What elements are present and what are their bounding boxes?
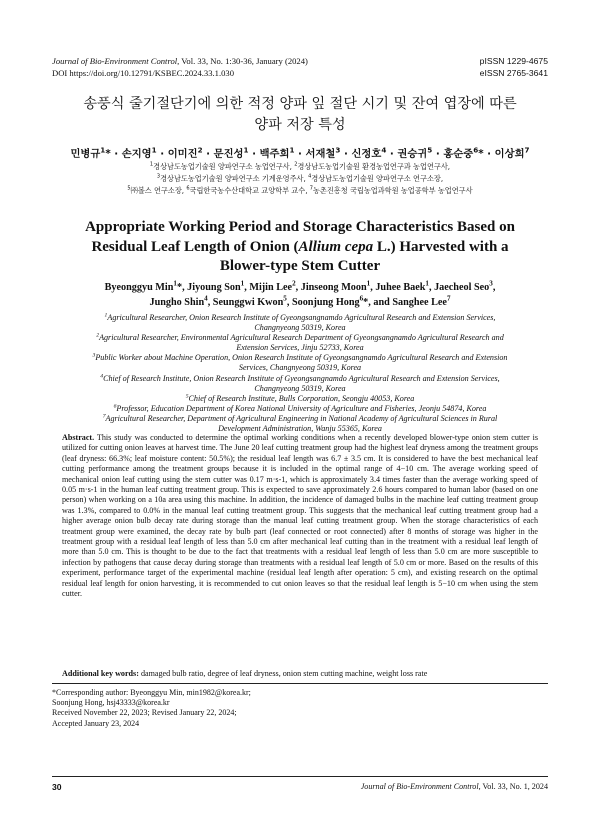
- abstract-label: Abstract.: [62, 433, 95, 442]
- korean-title-line: 송풍식 줄기절단기에 의한 적정 양파 잎 절단 시기 및 잔여 엽장에 따른: [83, 96, 517, 112]
- english-affiliation-line: $^2$Agricultural Researcher, Environmental Agricultural Research Department of Gyeongsangnamdo Agricultural Research and: [96, 332, 504, 343]
- english-title: [60, 218, 540, 277]
- korean-authors: 민병규$^1$* · 손지영$^1$ · 이미진$^2$ · 문진성$^1$ · 백주희$^1$ · 서재철$^3$ · 신정호$^4$ · 권승귀$^5$ · 홍순중$^6$* · 이상희$^7$: [70, 145, 530, 160]
- english-title-line: Blower-type Stem Cutter: [219, 258, 381, 274]
- english-title-line: Appropriate Working Period and Storage Characteristics Based on: [85, 219, 515, 235]
- english-affiliation-line: Changnyeong 50319, Korea: [254, 323, 346, 333]
- english-affiliation-line: $^1$Agricultural Researcher, Onion Research Institute of Gyeongsangnamdo Agricultural Research and Extension Services,: [104, 312, 496, 322]
- keywords: [62, 669, 538, 678]
- issn-block: [480, 55, 548, 79]
- english-affiliation-line: $^7$Agricultural Researcher, Department of Agricultural Engineering in National Academy of Agricultural Sciences in Rural: [102, 413, 498, 423]
- footnote-line: Accepted January 23, 2024: [52, 718, 140, 728]
- keywords-text: damaged bulb ratio, degree of leaf dryness, onion stem cutting machine, weight loss rate: [140, 669, 428, 678]
- pissn: pISSN 1229-4675: [479, 56, 548, 66]
- journal-citation: [52, 55, 308, 67]
- korean-title: [60, 94, 540, 136]
- footer-journal: [361, 782, 548, 791]
- english-affiliation-line: $^4$Chief of Research Institute, Onion Research Institute of Gyeongsangnamdo Agricultural Research and Extension Services,: [100, 372, 500, 383]
- english-affiliation-line: Extension Services, Jinju 52733, Korea: [236, 343, 364, 353]
- footnote-line: Received November 22, 2023; Revised January 22, 2024;: [52, 708, 237, 718]
- keywords-label: Additional key words:: [62, 669, 139, 678]
- doi-link[interactable]: DOI https://doi.org/10.12791/KSBEC.2024.33.1.030: [52, 68, 234, 78]
- footer-divider: [52, 776, 548, 777]
- korean-affiliation-line: $^1$경상남도농업기술원 양파연구소 농업연구사, $^2$경상남도농업기술원 환경농업연구과 농업연구사,: [149, 161, 451, 171]
- footnote-divider: [52, 683, 548, 684]
- footer-journal-name: Journal of Bio-Environment Control: [360, 782, 479, 791]
- title-text: L.) Harvested with a: [373, 238, 509, 255]
- korean-affiliations: [52, 161, 548, 196]
- english-authors-line: Jungho Shin$^4$, Seunggwi Kwon$^5$, Soonjung Hong$^6$*, and Sanghee Lee$^7$: [149, 294, 451, 309]
- english-authors-line: Byeonggyu Min$^1$*, Jiyoung Son$^1$, Mijin Lee$^2$, Jinseong Moon$^1$, Juhee Baek$^1$, Jaecheol Seo$^3$,: [104, 279, 496, 293]
- korean-affiliation-line: $^5$㈜볼스 연구소장, $^6$국립한국농수산대학교 교양학부 교수, $^7$농촌진흥청 국립농업과학원 농업공학부 농업연구사: [127, 185, 473, 195]
- title-text: Residual Leaf Length of Onion (: [91, 238, 299, 255]
- english-affiliations: [60, 313, 540, 434]
- english-affiliation-line: Services, Changnyeong 50319, Korea: [238, 363, 362, 373]
- journal-volume: , Vol. 33, No. 1:30-36, January (2024): [177, 56, 308, 66]
- english-authors: [60, 280, 540, 311]
- eissn: eISSN 2765-3641: [479, 68, 548, 78]
- english-affiliation-line: Development Administration, Wanju 55365, Korea: [218, 424, 382, 434]
- english-title-line: [60, 238, 540, 258]
- footnote-line: Soonjung Hong, hsj43333@korea.kr: [52, 698, 170, 708]
- journal-header: [52, 55, 308, 79]
- english-affiliation-line: Changnyeong 50319, Korea: [254, 383, 346, 393]
- english-affiliation-line: $^3$Public Worker about Machine Operation, Onion Research Institute of Gyeongsangnamdo Agricultural Research and Extension: [92, 352, 508, 363]
- english-affiliation-line: $^5$Chief of Research Institute, Bulls Corporation, Seongju 40053, Korea: [185, 393, 415, 403]
- abstract-text: This study was conducted to determine the optimal working conditions when a recently developed blower-type onion stem cutter is utilized for cutting onion leaves at harvest time. The June 20 leaf cutting treatment group had the highest leaf dryness among the treatment groups (leaf dryness: 66.3%; leaf moisture content: 50.5%); the residual leaf length was 6.7 ± 3.5 cm. It is considered to have the best mechanical leaf cutting performance among the treatment groups because it is included in the optimal range of 4−10 cm. The average working speed of mechanical onion leaf cutting using the stem cutter was 0.17 m·s-1, which is approximately 3.4 times faster than the average working speed of 0.05 m·s-1 in the human leaf cutting treatment group. This is expected to save approximately 2.6 hours compared to human labor (based on one person) when working on a 10a area using this machine. In addition, the incidence of damaged bulbs in the machine leaf cutting treatment group was 1.3%, compared to 0.0% in the manual leaf cutting treatment group. This suggests that the mechanical leaf cutting treatment group had a higher average onion bulb decay rate during storage than the manual leaf cutting treatment group. When the storage characteristics of each treatment group were examined, the decay rate by bulb part (leaf connected or root connected) after 8 months of storage was higher in the treatment group with a residual leaf length of less than 5.0 cm after mechanical leaf cutting than in the treatment with a residual leaf length of more than 5.0 cm. This is thought to be due to the fact that treatments with a residual leaf length of less than 5.0 cm are more susceptible to infection by pathogens that cause decay during storage than treatments with a residual leaf length of 5.0 cm or more. Based on the results of this experiment, performance target of the experimental machine (residual leaf length after operation: 5 cm), and existing research on the optimal residual leaf length for onion harvesting, it is recommended to cut onion leaves so that the residual leaf length is 5−10 cm when using the stem cutter.: [62, 433, 538, 599]
- footnote-line: *Corresponding author: Byeonggyu Min, min1982@korea.kr;: [52, 688, 251, 697]
- species-name: Allium cepa: [298, 238, 374, 255]
- footnotes: [52, 688, 251, 729]
- korean-affiliation-line: $^3$경상남도농업기술원 양파연구소 기계운영주사, $^4$경상남도농업기술원 양파연구소 연구소장,: [156, 173, 444, 183]
- footer-citation: , Vol. 33, No. 1, 2024: [478, 782, 548, 791]
- english-affiliation-line: $^6$Professor, Education Department of Korea National University of Agriculture and Fisheries, Jeonju 54874, Korea: [113, 403, 487, 413]
- korean-title-line: 양파 저장 특성: [254, 117, 346, 133]
- page-number: 30: [52, 782, 62, 792]
- journal-name: Journal of Bio-Environment Control: [52, 56, 178, 66]
- abstract: [62, 433, 538, 600]
